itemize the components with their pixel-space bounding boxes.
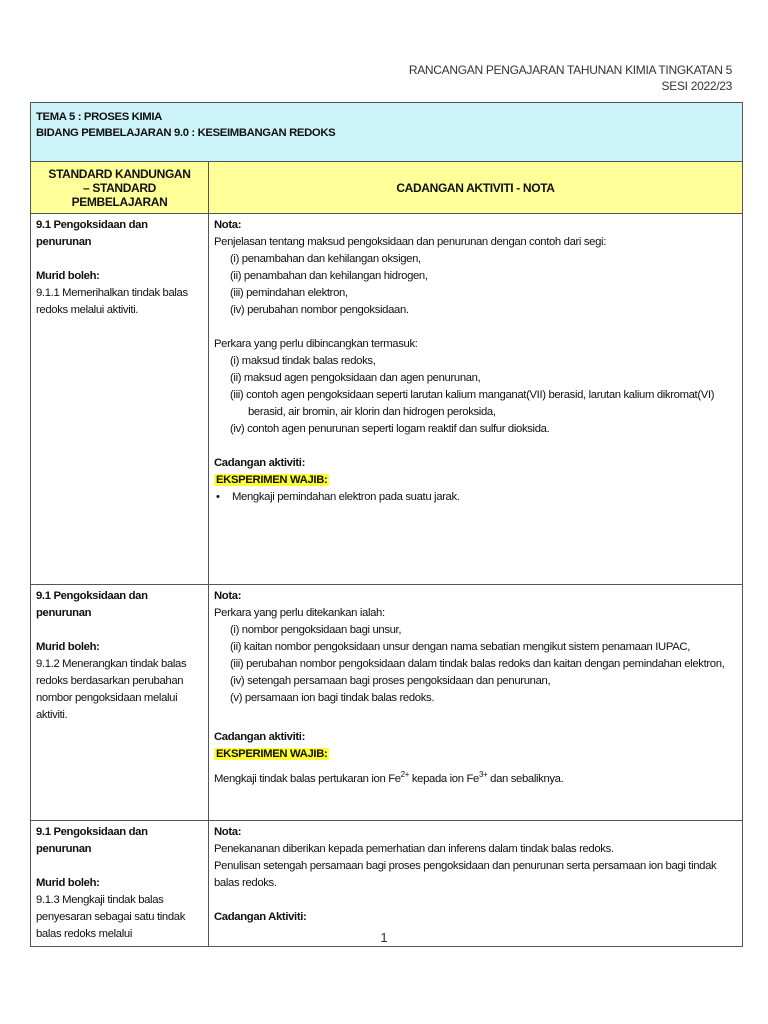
- standard-heading: 9.1 Pengoksidaan dan penurunan: [36, 219, 148, 248]
- experiment-text-part: kepada ion Fe: [409, 773, 479, 785]
- nota-line: Penulisan setengah persamaan bagi proses pengoksidaan dan penurunan serta persamaan ion bagi tindak balas redoks.: [214, 860, 717, 889]
- list-item: (i) nombor pengoksidaan bagi unsur,: [230, 624, 402, 636]
- murid-label: Murid boleh:: [36, 877, 100, 889]
- activity-cell: [209, 585, 743, 821]
- eksperimen-wajib-label: EKSPERIMEN WAJIB:: [216, 748, 328, 760]
- standard-cell: [31, 214, 209, 585]
- list-item: (ii) maksud agen pengoksidaan dan agen penurunan,: [230, 372, 481, 384]
- nota-intro: Perkara yang perlu ditekankan ialah:: [214, 607, 385, 619]
- murid-label: Murid boleh:: [36, 270, 100, 282]
- table-row: [31, 821, 743, 947]
- list-item: (iii) perubahan nombor pengoksidaan dalam tindak balas redoks dan kaitan dengan pemindahan elektron,: [230, 658, 725, 670]
- bidang-title: BIDANG PEMBELAJARAN 9.0 : KESEIMBANGAN REDOKS: [36, 127, 336, 139]
- nota-label: Nota:: [214, 590, 242, 602]
- standard-heading: 9.1 Pengoksidaan dan penurunan: [36, 826, 148, 855]
- activity-cell: [209, 821, 743, 947]
- list-item: (i) maksud tindak balas redoks,: [230, 355, 376, 367]
- standard-heading: 9.1 Pengoksidaan dan penurunan: [36, 590, 148, 619]
- list-item: (iv) contoh agen penurunan seperti logam reaktif dan sulfur dioksida.: [230, 423, 550, 435]
- standard-text: 9.1.1 Memerihalkan tindak balas redoks melalui aktiviti.: [36, 287, 188, 316]
- cadangan-label: Cadangan aktiviti:: [214, 731, 305, 743]
- standard-cell: [31, 821, 209, 947]
- cadangan-label: Cadangan aktiviti:: [214, 457, 305, 469]
- standard-cell: [31, 585, 209, 821]
- table-row: [31, 585, 743, 821]
- experiment-text: [214, 771, 737, 788]
- list-item: (iii) contoh agen pengoksidaan seperti larutan kalium manganat(VII) berasid, larutan kalium dikromat(VI) berasid, air bromin, air klorin dan hidrogen peroksida,: [230, 389, 715, 418]
- cadangan-label: Cadangan Aktiviti:: [214, 911, 307, 923]
- nota-label: Nota:: [214, 826, 242, 838]
- list-item: (ii) kaitan nombor pengoksidaan unsur dengan nama sebatian mengikut sistem penamaan IUPAC,: [230, 641, 690, 653]
- tema-title: TEMA 5 : PROSES KIMIA: [36, 111, 162, 123]
- eksperimen-wajib-label: EKSPERIMEN WAJIB:: [216, 474, 328, 486]
- standard-text: 9.1.2 Menerangkan tindak balas redoks berdasarkan perubahan nombor pengoksidaan melalui aktiviti.: [36, 658, 187, 721]
- column-header-left: [31, 162, 209, 214]
- bullet-item: • Mengkaji pemindahan elektron pada suatu jarak.: [214, 489, 737, 506]
- nota-label: Nota:: [214, 219, 242, 231]
- murid-label: Murid boleh:: [36, 641, 100, 653]
- standard-text: 9.1.3 Mengkaji tindak balas penyesaran sebagai satu tindak balas redoks melalui: [36, 894, 186, 940]
- experiment-text-part: dan sebaliknya.: [487, 773, 564, 785]
- list-item: (v) persamaan ion bagi tindak balas redoks.: [230, 692, 435, 704]
- list-item: (i) penambahan dan kehilangan oksigen,: [230, 253, 421, 265]
- list-item: (iv) perubahan nombor pengoksidaan.: [230, 304, 409, 316]
- column-header-left-line1: STANDARD KANDUNGAN: [48, 166, 191, 181]
- column-header-row: [31, 162, 743, 214]
- title-row: [31, 103, 743, 162]
- list-item: (iv) setengah persamaan bagi proses pengoksidaan dan penurunan,: [230, 675, 551, 687]
- document-header: [409, 62, 732, 94]
- experiment-text-part: Mengkaji tindak balas pertukaran ion Fe: [214, 773, 401, 785]
- lesson-plan-table: [30, 102, 743, 947]
- title-cell: [31, 103, 743, 162]
- column-header-right: CADANGAN AKTIVITI - NOTA: [209, 162, 743, 214]
- nota-intro: Penjelasan tentang maksud pengoksidaan dan penurunan dengan contoh dari segi:: [214, 236, 606, 248]
- activity-cell: [209, 214, 743, 585]
- perkara-intro: Perkara yang perlu dibincangkan termasuk:: [214, 338, 418, 350]
- list-item: (iii) pemindahan elektron,: [230, 287, 348, 299]
- ion-charge: 2+: [400, 770, 410, 780]
- table-row: [31, 214, 743, 585]
- nota-line: Penekananan diberikan kepada pemerhatian dan inferens dalam tindak balas redoks.: [214, 843, 614, 855]
- header-title: RANCANGAN PENGAJARAN TAHUNAN KIMIA TINGKATAN 5: [408, 63, 732, 77]
- ion-charge: 3+: [478, 770, 488, 780]
- list-item: (ii) penambahan dan kehilangan hidrogen,: [230, 270, 428, 282]
- header-session: SESI 2022/23: [661, 79, 732, 93]
- column-header-left-line2: – STANDARD PEMBELAJARAN: [71, 180, 168, 209]
- page-number: 1: [380, 930, 388, 945]
